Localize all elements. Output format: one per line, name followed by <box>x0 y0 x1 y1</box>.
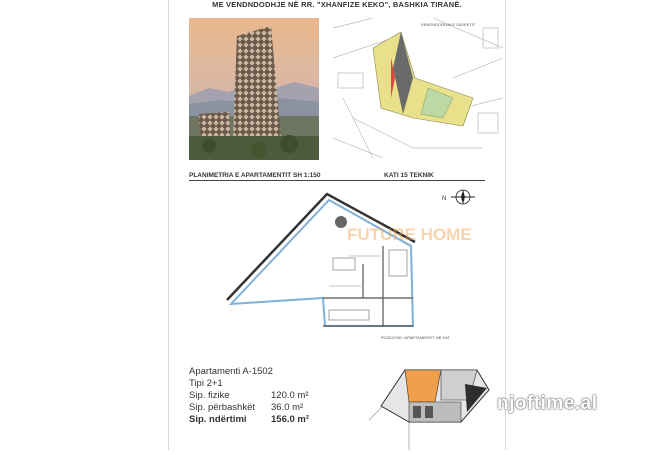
area-label: Sip. ndërtimi <box>189 414 247 425</box>
area-row-physical <box>189 390 339 402</box>
area-value: 120.0 m² <box>271 390 309 401</box>
area-value: 36.0 m² <box>271 402 304 413</box>
building-photo <box>189 18 319 160</box>
area-label: Sip. përbashkët <box>189 402 256 413</box>
area-row-common <box>189 402 339 414</box>
header-location-text: ME VENDNDODHJE NË RR. "XHANFIZE KEKO", BASHKIA TIRANË. <box>212 0 462 9</box>
apartment-info <box>189 366 339 426</box>
site-plan <box>333 18 503 158</box>
site-watermark: njoftime.al <box>497 393 598 414</box>
area-row-construction <box>189 414 339 426</box>
plan-title: PLANIMETRIA E APARTAMENTIT SH 1:150 <box>189 172 321 179</box>
apartment-name: Apartamenti A-1502 <box>189 366 273 377</box>
section-divider <box>189 180 485 181</box>
document-sheet <box>168 0 506 450</box>
floor-plan <box>169 186 505 336</box>
floor-title: KATI 15 TEKNIK <box>384 172 434 179</box>
svg-text:N: N <box>442 196 447 202</box>
site-plan-label: VENDNDODHJA E OBJEKTIT <box>421 22 476 27</box>
north-arrow-icon <box>442 190 475 204</box>
area-value: 156.0 m² <box>271 414 310 425</box>
plan-watermark-text: FUTURE HOME <box>347 225 472 244</box>
area-label: Sip. fizike <box>189 390 230 401</box>
apartment-key-map <box>369 340 499 450</box>
position-label: POZICIONI I APARTAMENTIT NË KAT <box>381 335 450 340</box>
apartment-type: Tipi 2+1 <box>189 378 223 389</box>
